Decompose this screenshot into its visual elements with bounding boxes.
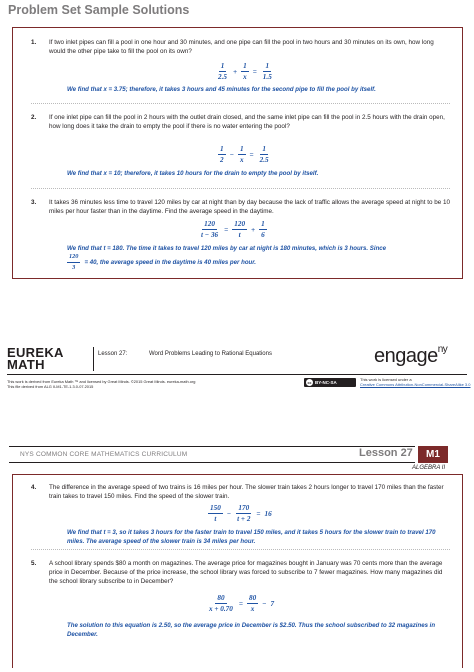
problem-number: 1. — [31, 39, 37, 46]
footer-topic: Word Problems Leading to Rational Equations — [149, 351, 272, 357]
problem-number: 3. — [31, 199, 37, 206]
answer-5: The solution to this equation is 2.50, so the average price in December is $2.50. Thus the school subscribed to 32 magazines in December. — [67, 622, 436, 638]
footer-lesson: Lesson 27: — [98, 351, 128, 357]
eureka-logo: EUREKA — [7, 345, 64, 360]
page-title: Problem Set Sample Solutions — [8, 3, 190, 17]
cc-icon: cc — [307, 380, 312, 385]
curriculum-title: NYS COMMON CORE MATHEMATICS CURRICULUM — [20, 451, 188, 458]
problem-number: 4. — [31, 484, 37, 491]
answer-3-line2: $\frac{120}{3}$ = 40, the average speed in the daytime is 40 miles per hour. — [69, 253, 256, 271]
equation-5: $\frac{80}{x + 0.70}$ = $\frac{80}{x}$ − 7 — [209, 594, 275, 613]
problem-set-box-top — [12, 27, 463, 279]
problem-question: The difference in the average speed of two trains is 16 miles per hour. The slower train takes 2 hours longer to travel 170 miles than the faster train takes to travel 150 miles. Find the speed of the slower train. — [49, 484, 444, 500]
problem-question: If one inlet pipe can fill the pool in 2 hours with the outlet drain closed, and the same inlet pipe can fill the pool in 2.5 hours with the drain open, how long does it take the drain to empty the pool if there is no water entering the pool? — [49, 114, 445, 130]
license-link[interactable]: Creative Commons Attribution-NonCommercial-ShareAlike 3.0 — [360, 382, 471, 387]
problem-number: 5. — [31, 560, 37, 567]
footer-credit: This work is derived from Eureka Math ™ and licensed by Great Minds. ©2015 Great Minds. eureka-math.org — [7, 379, 196, 384]
answer-1: We find that x = 3.75; therefore, it takes 3 hours and 45 minutes for the second pipe to fill the pool by itself. — [67, 86, 376, 93]
lesson-label: Lesson 27 — [359, 447, 413, 459]
equation-1: $\frac{1}{2.5}$ + $\frac{1}{x}$ = $\frac{1}{1.5}$ — [218, 62, 272, 81]
cc-license-badge[interactable]: cc BY-NC-SA — [304, 378, 356, 387]
problem-question: It takes 36 minutes less time to travel 120 miles by car at night than by day because the lack of traffic allows the average speed at night to be 10 miles per hour faster than in the daytime. Find the average speed in the daytime. — [49, 199, 451, 215]
equation-4: $\frac{150}{t}$ − $\frac{170}{t + 2}$ = 16 — [210, 504, 272, 523]
footer-file: This file derived from ALG II-M1-TE-1.3.0-07.2015 — [7, 384, 94, 389]
equation-2: $\frac{1}{2}$ − $\frac{1}{x}$ = $\frac{1}{2.5}$ — [220, 145, 269, 164]
license-text: This work is licensed under a — [360, 377, 412, 382]
problem-question: A school library spends $80 a month on magazines. The average price for magazines bought in January was 70 cents more than the average price in December. Because of the price increase, the school library was forced to subscribe to 7 fewer magazines. How many magazines did the school library subscribe to in December? — [49, 560, 443, 585]
equation-3: $\frac{120}{t - 36}$ = $\frac{120}{t}$ + $\frac{1}{6}$ — [201, 220, 265, 239]
problem-number: 2. — [31, 114, 37, 121]
footer-separator — [93, 347, 94, 371]
answer-4: We find that t = 3, so it takes 3 hours for the faster train to travel 150 miles, and it takes 5 hours for the slower train to travel 170 miles. The average speed of the slower train is 34 miles per hour. — [67, 529, 436, 545]
divider — [31, 549, 450, 550]
answer-3-line1: We find that t = 180. The time it takes to travel 120 miles by car at night is 180 minutes, which is 3 hours. Since — [67, 245, 387, 252]
problem-question: If two inlet pipes can fill a pool in one hour and 30 minutes, and one pipe can fill the pool in two hours and 30 minutes on its own, how long would the other pipe take to fill the pool on its own? — [49, 39, 434, 55]
answer-2: We find that x = 10; therefore, it takes 10 hours for the drain to empty the pool by itself. — [67, 170, 319, 177]
course-label: ALGEBRA II — [412, 465, 446, 471]
footer-rule — [7, 374, 467, 375]
module-badge: M1 — [418, 446, 448, 463]
divider — [31, 188, 450, 189]
divider — [31, 103, 450, 104]
problem-set-box-bottom — [12, 474, 463, 668]
math-logo: MATH — [7, 357, 45, 372]
engageny-logo: engage$^{ny}$ — [374, 344, 448, 367]
